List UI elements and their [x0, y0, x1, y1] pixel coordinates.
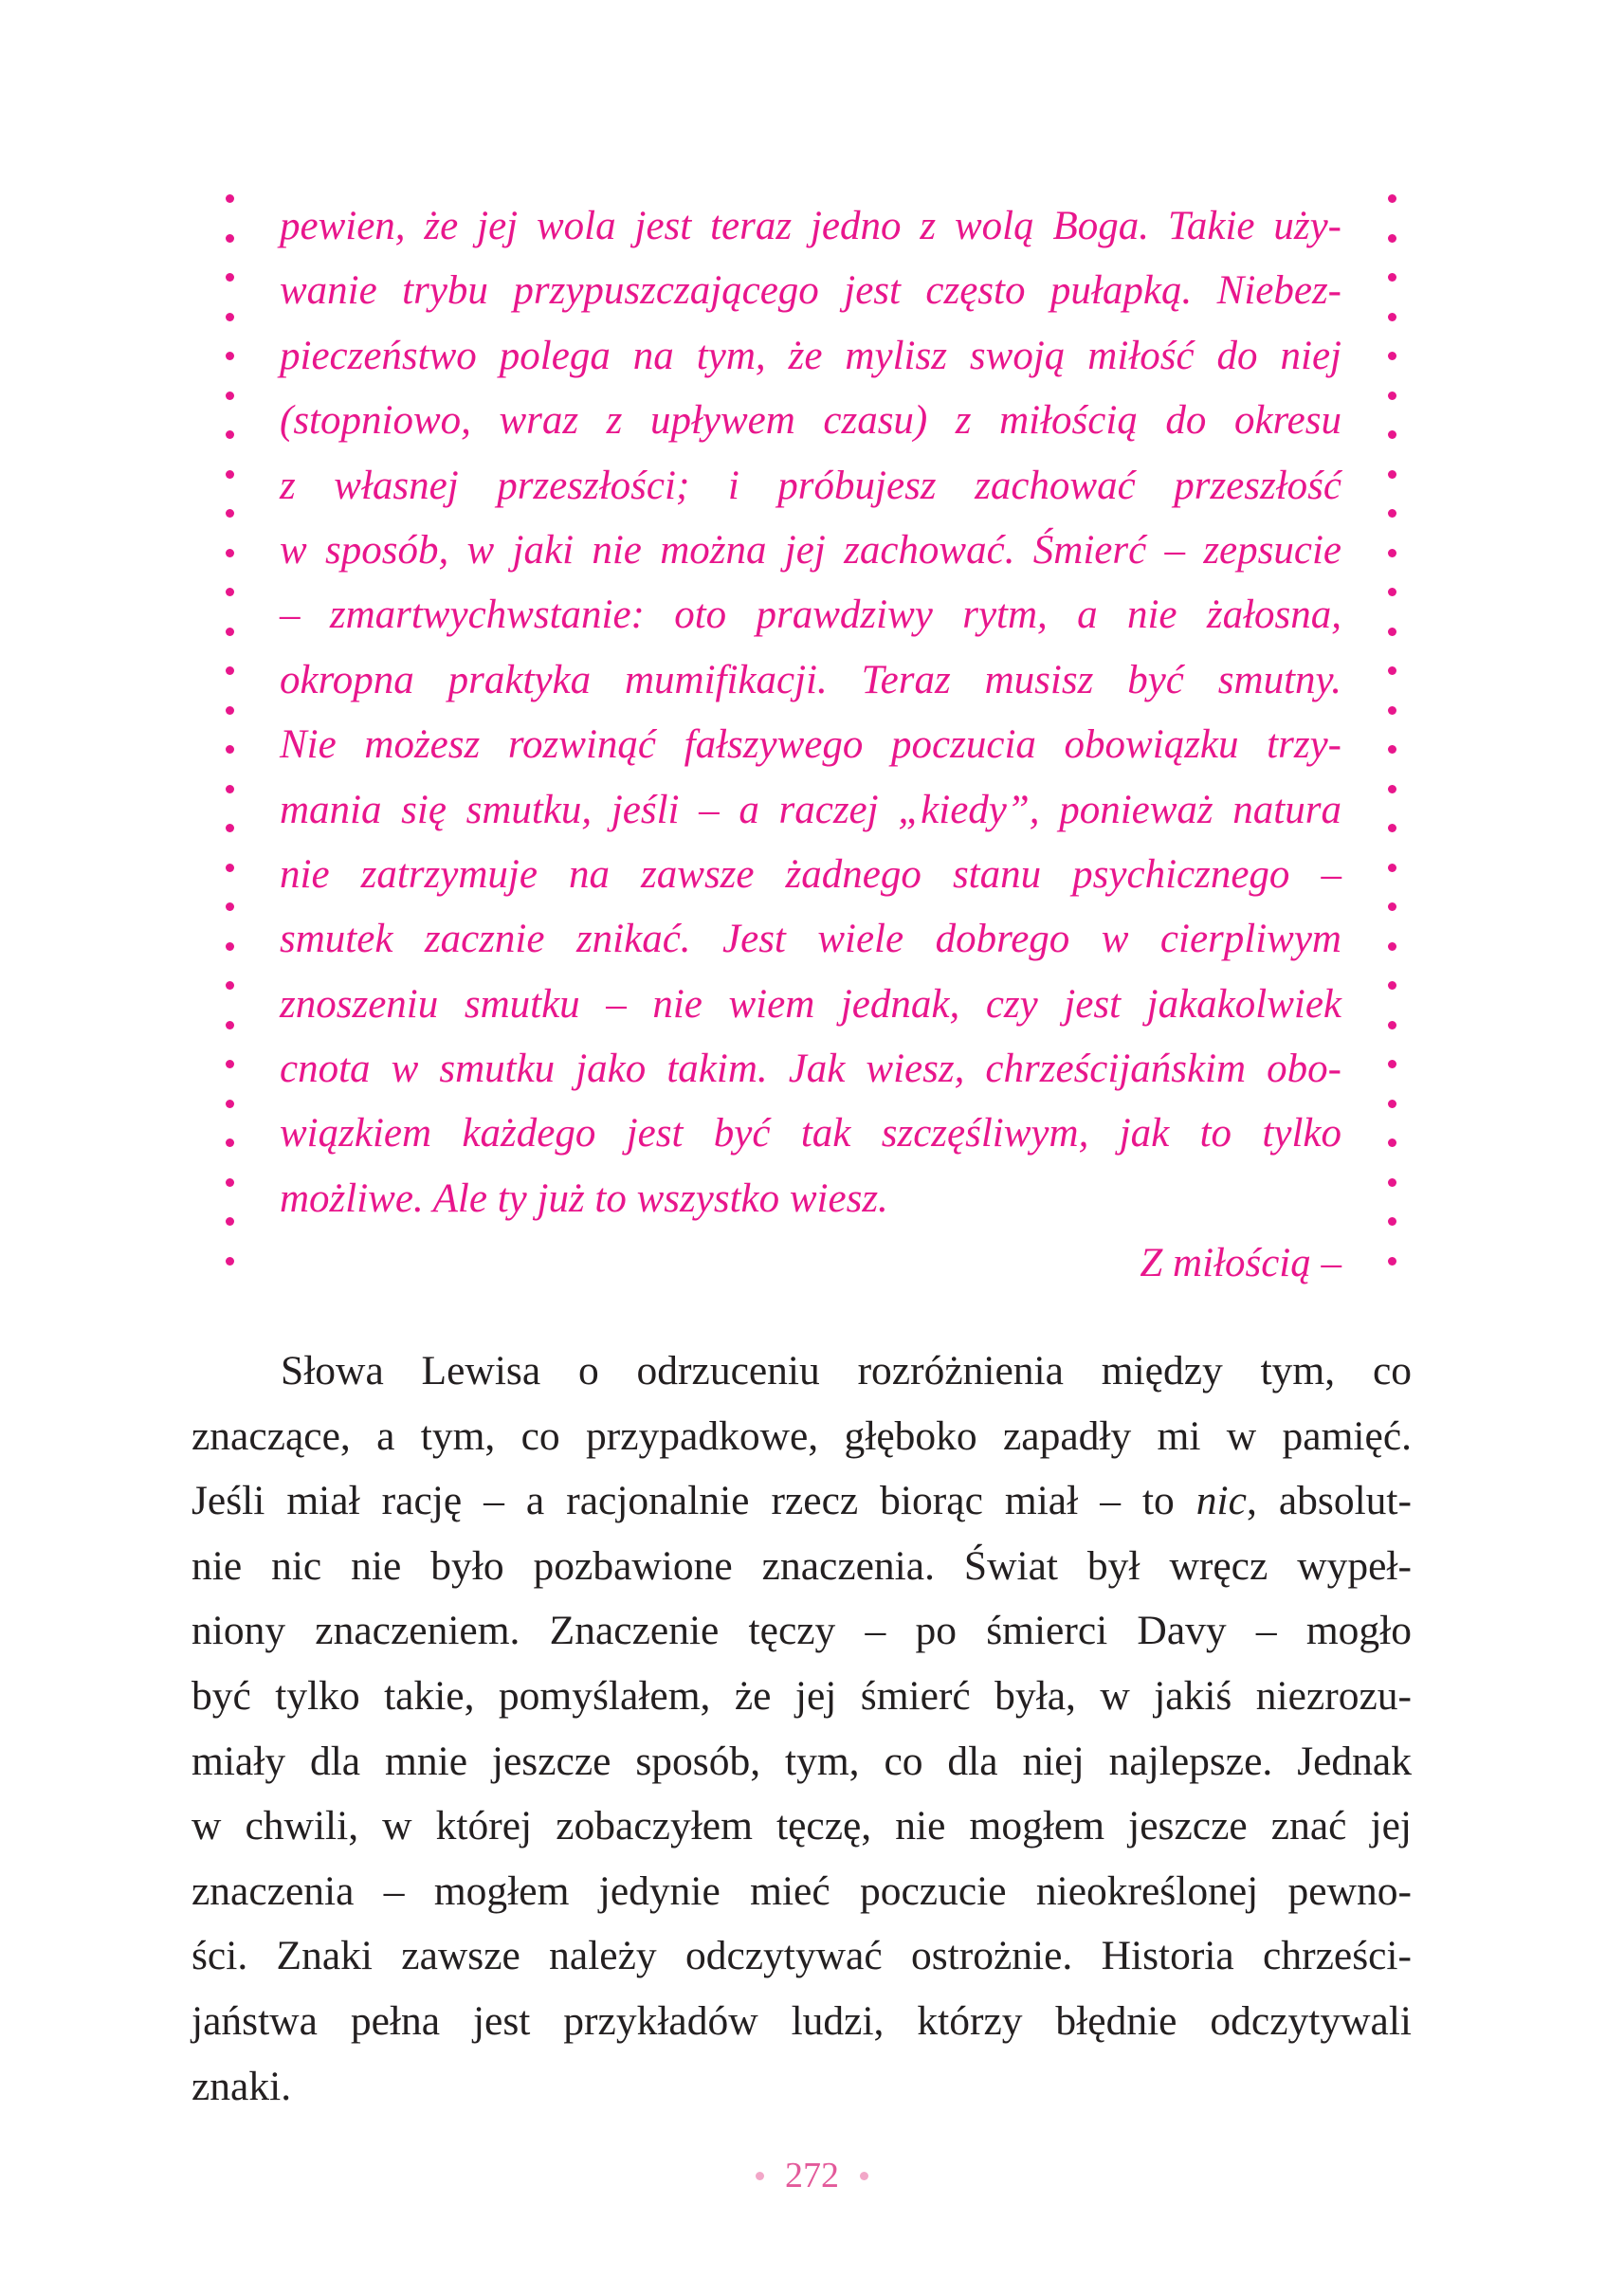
border-dot [226, 942, 234, 951]
border-dot [226, 1178, 234, 1187]
letter-text [280, 194, 1341, 1297]
border-dot [226, 470, 234, 479]
border-dot [226, 824, 234, 832]
letter-line: – zmartwychwstanie: oto prawdziwy rytm, a nie żałosna, [280, 592, 1341, 638]
border-dot [226, 1021, 234, 1029]
emphasis-word: nic [1195, 1478, 1247, 1524]
letter-line: cnota w smutku jako takim. Jak wiesz, chrześcijańskim obo- [280, 1047, 1341, 1092]
border-dot [1388, 430, 1396, 439]
border-dot [1388, 509, 1396, 518]
border-dot [226, 430, 234, 439]
border-dot [1388, 981, 1396, 990]
border-dot [1388, 628, 1396, 636]
border-dot [1388, 273, 1396, 282]
border-dot [226, 588, 234, 596]
letter-line: pewien, że jej wola jest teraz jedno z wolą Boga. Takie uży- [280, 204, 1341, 248]
border-dot [226, 352, 234, 360]
border-dot [226, 745, 234, 754]
border-dot [1388, 824, 1396, 832]
border-dot [226, 1100, 234, 1108]
body-line: w chwili, w której zobaczyłem tęczę, nie mogłem jeszcze znać jej [192, 1803, 1412, 1849]
letter-line: smutek zacznie znikać. Jest wiele dobrego w cierpliwym [280, 917, 1341, 962]
body-line: miały dla mnie jeszcze sposób, tym, co dla niej najlepsze. Jednak [192, 1738, 1412, 1784]
letter-line: mania się smutku, jeśli – a raczej „kiedy”, ponieważ natura [280, 787, 1341, 832]
border-dot [1388, 706, 1396, 715]
border-dot [226, 1217, 234, 1226]
body-line-with-emphasis [192, 1468, 1412, 1534]
border-dot [226, 666, 234, 675]
body-paragraph [192, 1339, 1412, 2119]
border-dot [1388, 1178, 1396, 1187]
border-dot [1388, 313, 1396, 321]
letter-line: z własnej przeszłości; i próbujesz zachować przeszłość [280, 463, 1341, 508]
left-dotted-border [223, 194, 236, 1266]
border-dot [226, 509, 234, 518]
border-dot [226, 785, 234, 793]
border-dot [226, 864, 234, 872]
border-dot [226, 194, 234, 203]
footer-dot-left [756, 2172, 764, 2180]
letter-line: wanie trybu przypuszczającego jest często pułapką. Niebez- [280, 268, 1341, 314]
body-line: niony znaczeniem. Znaczenie tęczy – po śmierci Davy – mogło [192, 1608, 1412, 1654]
border-dot [1388, 902, 1396, 911]
body-line-start: Jeśli miał rację – a racjonalnie rzecz biorąc miał – to [192, 1478, 1196, 1524]
body-line: jaństwa pełna jest przykładów ludzi, którzy błędnie odczytywali [192, 1997, 1412, 2044]
body-line: Słowa Lewisa o odrzuceniu rozróżnienia między tym, co [281, 1348, 1412, 1393]
border-dot [1388, 745, 1396, 754]
letter-line: (stopniowo, wraz z upływem czasu) z miłością do okresu [280, 398, 1341, 444]
border-dot [226, 1257, 234, 1266]
border-dot [1388, 352, 1396, 360]
letter-line: możliwe. Ale ty już to wszystko wiesz. [280, 1175, 888, 1221]
body-line: znaczące, a tym, co przypadkowe, głęboko zapadły mi w pamięć. [192, 1412, 1412, 1459]
body-line: nie nic nie było pozbawione znaczenia. Świat był wręcz wypeł- [192, 1542, 1412, 1589]
letter-quote-box [223, 194, 1398, 1286]
border-dot [1388, 864, 1396, 872]
border-dot [226, 549, 234, 557]
border-dot [1388, 588, 1396, 596]
body-line: być tylko takie, pomyślałem, że jej śmierć była, w jakiś niezrozu- [192, 1672, 1412, 1719]
body-line: znaki. [192, 2063, 292, 2109]
border-dot [226, 981, 234, 990]
border-dot [1388, 942, 1396, 951]
border-dot [1388, 1100, 1396, 1108]
letter-line: pieczeństwo polega na tym, że mylisz swoją miłość do niej [280, 333, 1341, 378]
border-dot [226, 1138, 234, 1147]
border-dot [1388, 549, 1396, 557]
footer-dot-right [860, 2172, 868, 2180]
border-dot [1388, 194, 1396, 203]
page-number: 272 [785, 2156, 839, 2195]
letter-line: nie zatrzymuje na zawsze żadnego stanu psychicznego – [280, 851, 1341, 897]
border-dot [1388, 1060, 1396, 1068]
border-dot [226, 628, 234, 636]
border-dot [226, 902, 234, 911]
border-dot [226, 706, 234, 715]
page-footer [0, 2152, 1624, 2199]
right-dotted-border [1385, 194, 1398, 1266]
border-dot [1388, 1138, 1396, 1147]
border-dot [1388, 666, 1396, 675]
letter-line: Nie możesz rozwinąć fałszywego poczucia obowiązku trzy- [280, 722, 1341, 768]
border-dot [226, 392, 234, 400]
border-dot [226, 313, 234, 321]
border-dot [1388, 470, 1396, 479]
letter-line: znoszeniu smutku – nie wiem jednak, czy jest jakakolwiek [280, 981, 1341, 1027]
body-line: znaczenia – mogłem jedynie mieć poczucie nieokreślonej pewno- [192, 1867, 1412, 1914]
letter-signoff: Z miłością – [1140, 1241, 1341, 1286]
border-dot [226, 1060, 234, 1068]
letter-line: okropna praktyka mumifikacji. Teraz musisz być smutny. [280, 657, 1341, 702]
border-dot [226, 234, 234, 243]
body-line: ści. Znaki zawsze należy odczytywać ostrożnie. Historia chrześci- [192, 1933, 1412, 1979]
body-line-end: , absolut- [1246, 1478, 1412, 1524]
letter-line: wiązkiem każdego jest być tak szczęśliwym, jak to tylko [280, 1111, 1341, 1157]
border-dot [1388, 1257, 1396, 1266]
border-dot [1388, 234, 1396, 243]
border-dot [1388, 1217, 1396, 1226]
border-dot [1388, 392, 1396, 400]
letter-line: w sposób, w jaki nie można jej zachować. Śmierć – zepsucie [280, 527, 1341, 573]
border-dot [1388, 785, 1396, 793]
border-dot [226, 273, 234, 282]
border-dot [1388, 1021, 1396, 1029]
